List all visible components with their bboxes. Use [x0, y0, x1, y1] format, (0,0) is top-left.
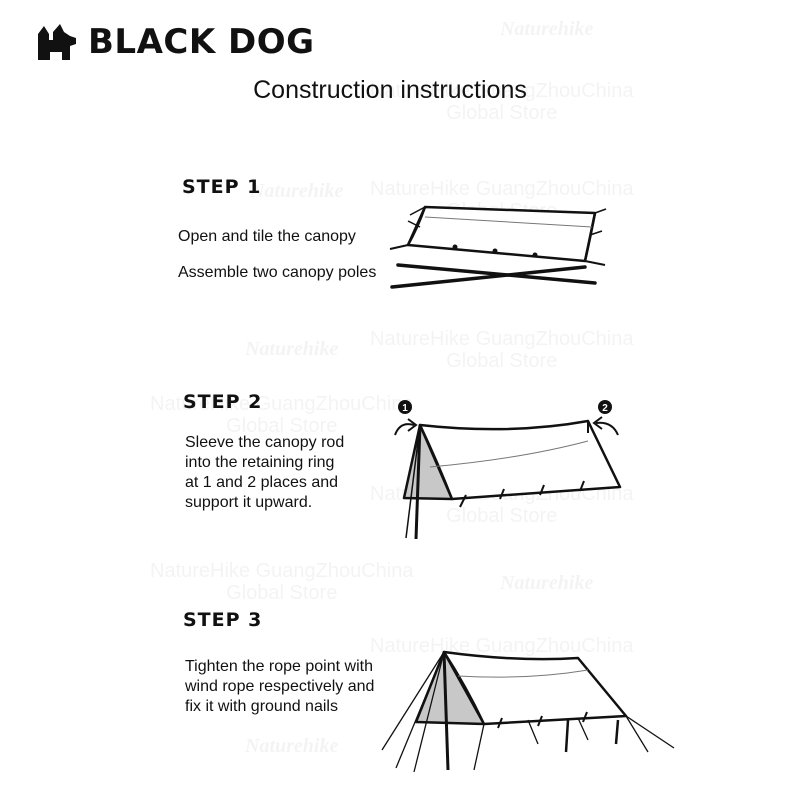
- step-3-label: STEP 3: [183, 609, 263, 631]
- step-1-description: [178, 219, 376, 291]
- step-2-line-4: support it upward.: [185, 494, 313, 511]
- watermark-logo: [250, 180, 343, 203]
- step-2-label: STEP 2: [183, 391, 263, 413]
- arrow-2: [596, 423, 618, 435]
- watermark-store: [370, 328, 634, 372]
- black-dog-logo-icon: [36, 24, 78, 60]
- watermark-logo: [245, 338, 338, 361]
- brand-name: BLACK DOG: [88, 22, 315, 62]
- step-2-description: [185, 433, 344, 513]
- step-2-line-2: into the retaining ring: [185, 454, 335, 471]
- step-3-line-2: wind rope respectively and: [185, 678, 375, 695]
- step-3-description: [185, 657, 374, 717]
- step-3-line-1: Tighten the rope point with: [185, 658, 373, 675]
- watermark-logo: [245, 735, 338, 758]
- step-1-illustration: [380, 195, 620, 295]
- canopy-poles: [392, 265, 595, 287]
- marker-2-label: 2: [602, 403, 608, 414]
- marker-1: [398, 400, 412, 414]
- watermark-store: [150, 560, 414, 604]
- folded-canopy: [390, 207, 606, 265]
- pitched-canopy: [404, 421, 620, 539]
- step-3-illustration: [378, 640, 688, 780]
- step-3-line-3: fix it with ground nails: [185, 698, 338, 715]
- watermark-logo: [500, 18, 593, 41]
- step-2-line-3: at 1 and 2 places and: [185, 474, 339, 491]
- step-1-line-2: Assemble two canopy poles: [178, 264, 377, 281]
- marker-1-label: 1: [402, 403, 408, 414]
- step-2-line-1: Sleeve the canopy rod: [185, 434, 345, 451]
- page-title: Construction instructions: [253, 76, 527, 104]
- marker-2: [598, 400, 612, 414]
- pitched-canopy: [416, 652, 626, 770]
- step-1-line-1: Open and tile the canopy: [178, 228, 356, 245]
- brand-header: [36, 24, 315, 60]
- step-2-illustration: [390, 395, 630, 545]
- ground-nails: [566, 720, 618, 752]
- step-1-label: STEP 1: [182, 176, 262, 198]
- watermark-logo: [500, 572, 593, 595]
